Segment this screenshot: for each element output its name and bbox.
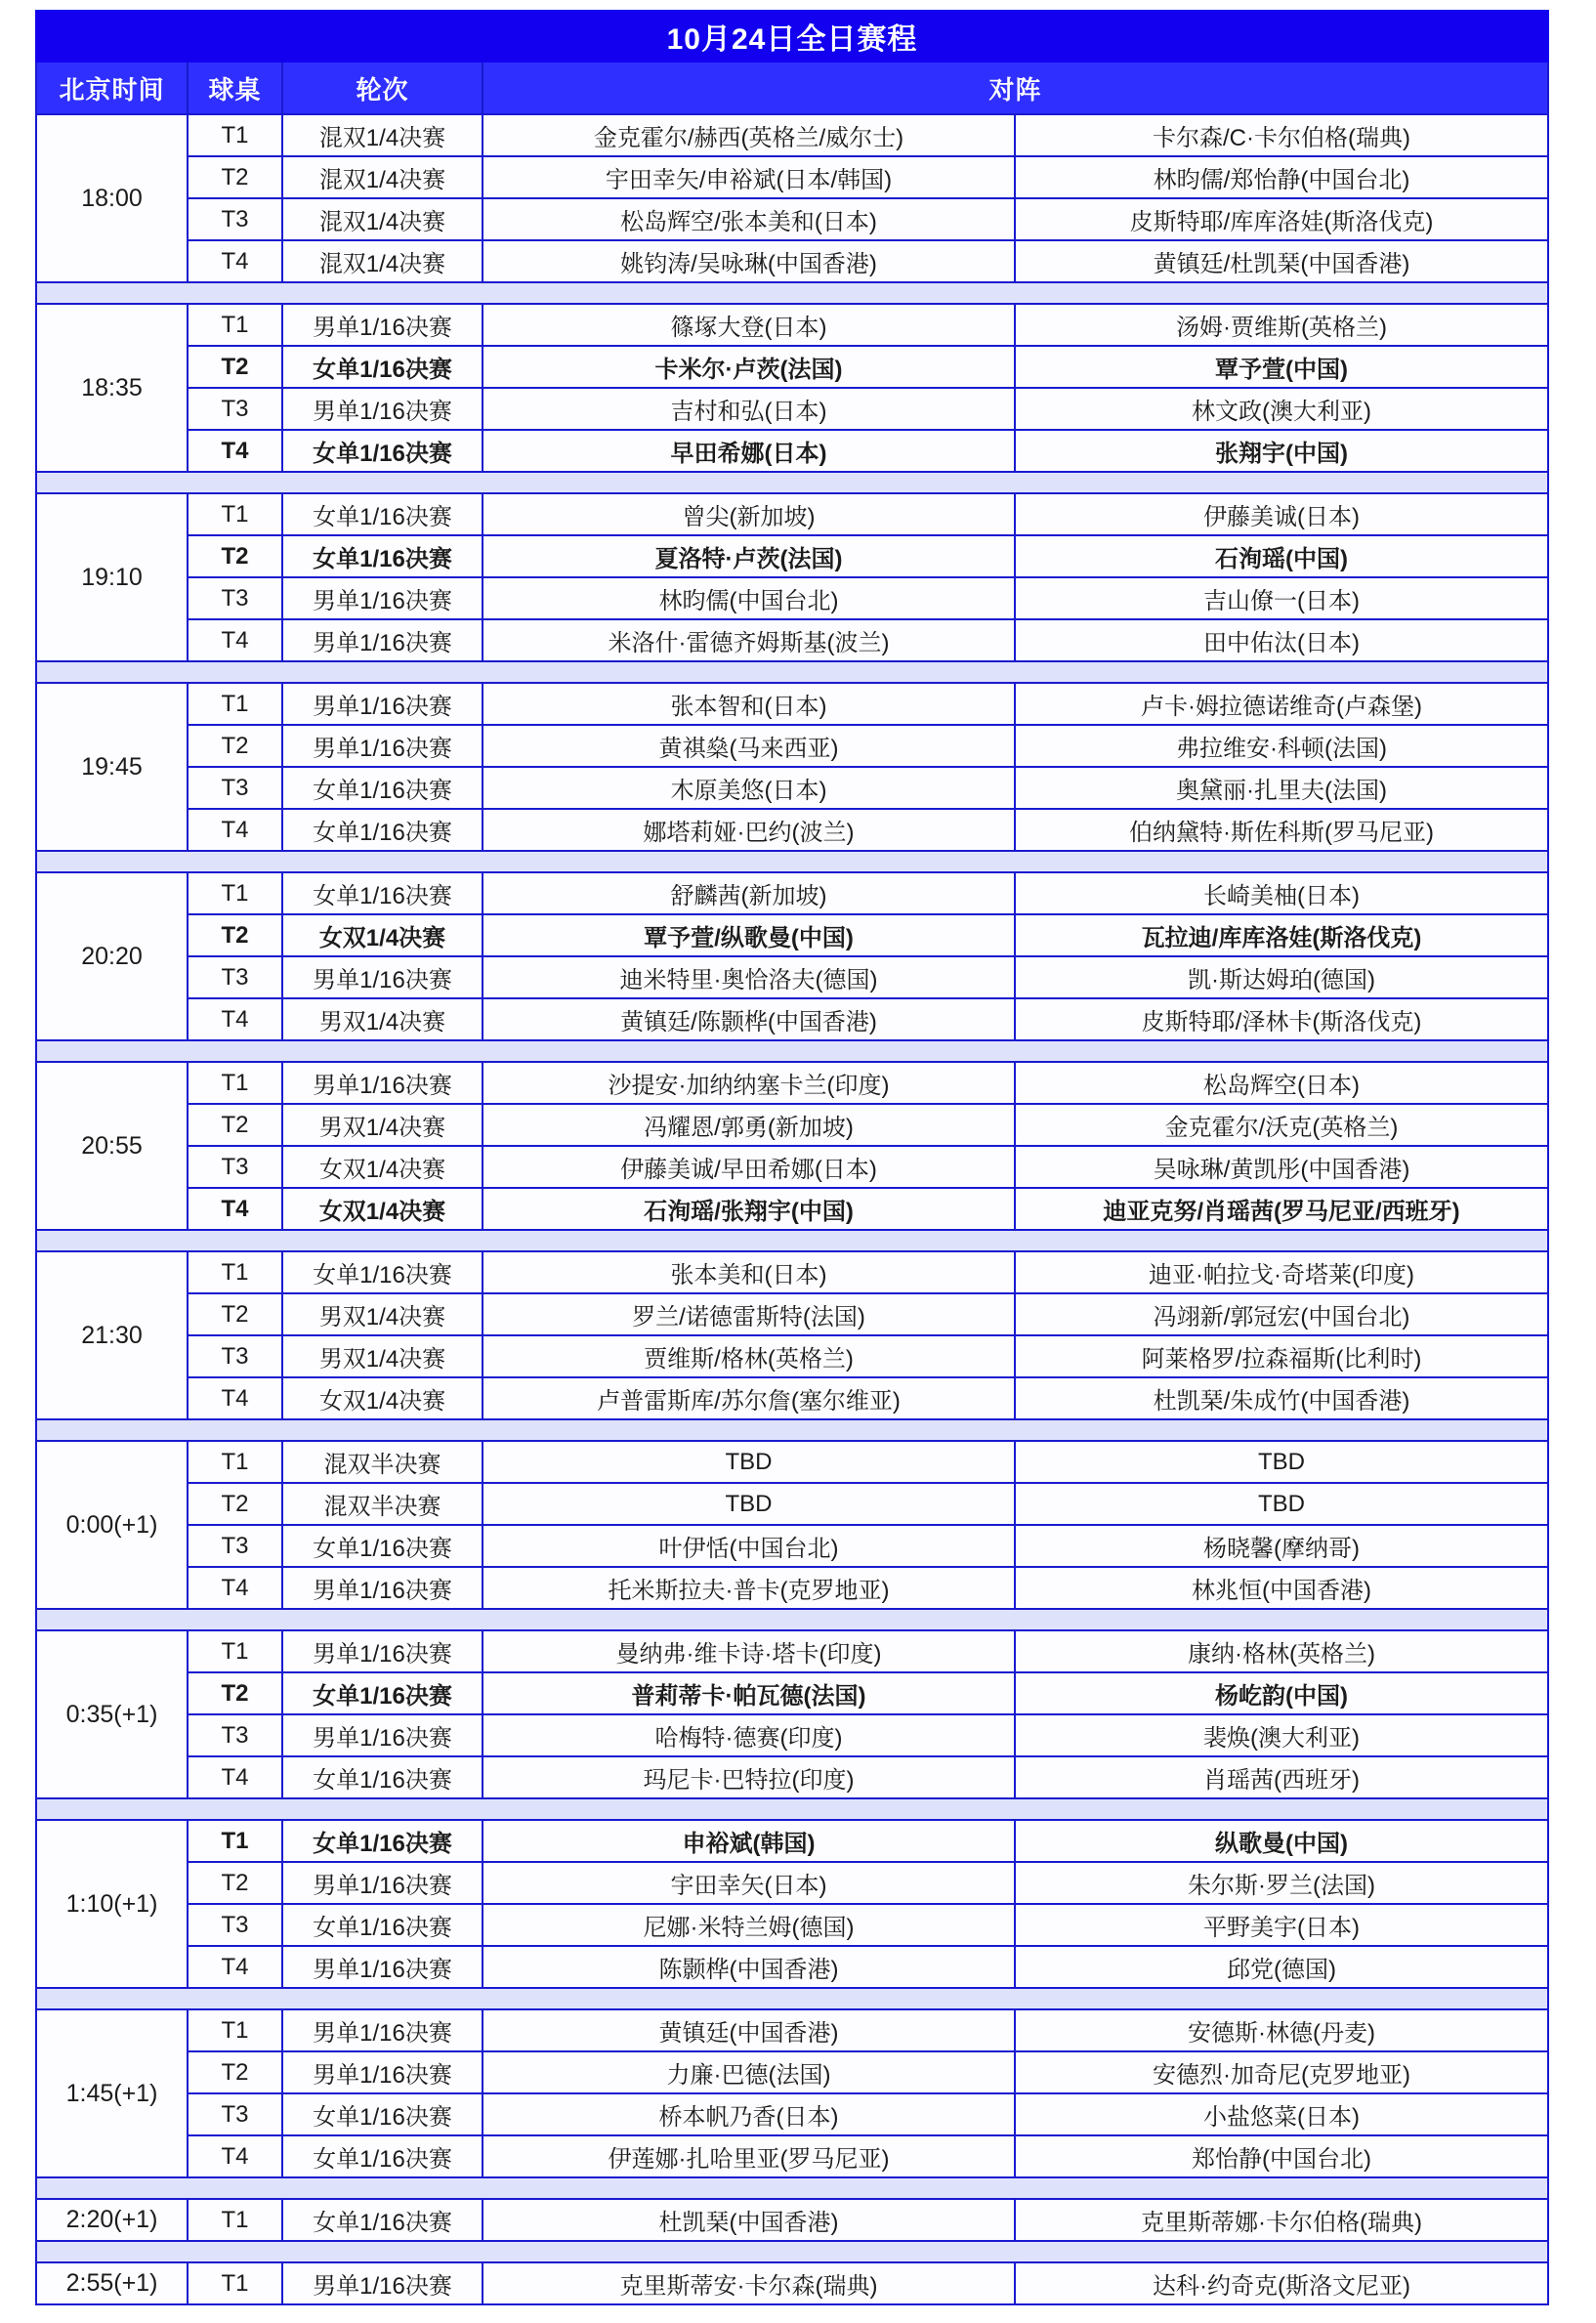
table-number: T2 <box>188 156 282 198</box>
table-row <box>36 535 1548 577</box>
table-number: T2 <box>188 1293 282 1335</box>
round-name: 男单1/16决赛 <box>282 2262 483 2304</box>
table-row <box>36 2262 1548 2304</box>
table-number: T1 <box>188 1251 282 1293</box>
table-number: T2 <box>188 1862 282 1904</box>
round-name: 女单1/16决赛 <box>282 1672 483 1714</box>
player-side-left: 贾维斯/格林(英格兰) <box>483 1335 1015 1377</box>
round-name: 男双1/4决赛 <box>282 998 483 1040</box>
round-name: 男单1/16决赛 <box>282 2051 483 2093</box>
player-side-right: 安德烈·加奇尼(克罗地亚) <box>1015 2051 1548 2093</box>
player-side-left: 哈梅特·德赛(印度) <box>483 1714 1015 1756</box>
block-spacer <box>36 1230 1548 1251</box>
round-name: 男单1/16决赛 <box>282 2009 483 2051</box>
table-number: T4 <box>188 1188 282 1230</box>
player-side-right: 皮斯特耶/库库洛娃(斯洛伐克) <box>1015 198 1548 240</box>
player-side-right: 石洵瑶(中国) <box>1015 535 1548 577</box>
player-side-left: 黄镇廷(中国香港) <box>483 2009 1015 2051</box>
table-number: T2 <box>188 535 282 577</box>
round-name: 男单1/16决赛 <box>282 1630 483 1672</box>
block-spacer <box>36 661 1548 683</box>
round-name: 女单1/16决赛 <box>282 346 483 388</box>
round-name: 男双1/4决赛 <box>282 1335 483 1377</box>
player-side-right: 伯纳黛特·斯佐科斯(罗马尼亚) <box>1015 809 1548 851</box>
round-name: 女单1/16决赛 <box>282 430 483 472</box>
player-side-left: 申裕斌(韩国) <box>483 1820 1015 1862</box>
table-number: T1 <box>188 2009 282 2051</box>
round-name: 女双1/4决赛 <box>282 914 483 956</box>
player-side-right: 黄镇廷/杜凯琹(中国香港) <box>1015 240 1548 282</box>
player-side-left: 早田希娜(日本) <box>483 430 1015 472</box>
table-number: T2 <box>188 1483 282 1525</box>
player-side-right: 松岛辉空(日本) <box>1015 1062 1548 1104</box>
table-row <box>36 1377 1548 1419</box>
round-name: 女单1/16决赛 <box>282 2093 483 2135</box>
table-number: T4 <box>188 2135 282 2177</box>
round-name: 女单1/16决赛 <box>282 1525 483 1567</box>
table-row <box>36 346 1548 388</box>
round-name: 女单1/16决赛 <box>282 1251 483 1293</box>
column-header-row <box>36 62 1548 114</box>
player-side-right: 杨晓馨(摩纳哥) <box>1015 1525 1548 1567</box>
block-spacer <box>36 1988 1548 2009</box>
table-row <box>36 1251 1548 1293</box>
player-side-left: 姚钧涛/吴咏琳(中国香港) <box>483 240 1015 282</box>
round-name: 女单1/16决赛 <box>282 1756 483 1798</box>
column-header-time: 北京时间 <box>36 62 188 114</box>
table-number: T4 <box>188 809 282 851</box>
player-side-left: 覃予萱/纵歌曼(中国) <box>483 914 1015 956</box>
round-name: 女双1/4决赛 <box>282 1146 483 1188</box>
table-row <box>36 914 1548 956</box>
player-side-left: 托米斯拉夫·普卡(克罗地亚) <box>483 1567 1015 1609</box>
player-side-right: 康纳·格林(英格兰) <box>1015 1630 1548 1672</box>
round-name: 男单1/16决赛 <box>282 1946 483 1988</box>
player-side-right: 迪亚克努/肖瑶茜(罗马尼亚/西班牙) <box>1015 1188 1548 1230</box>
player-side-left: 克里斯蒂安·卡尔森(瑞典) <box>483 2262 1015 2304</box>
table-number: T2 <box>188 2051 282 2093</box>
table-number: T2 <box>188 725 282 767</box>
table-row <box>36 1820 1548 1862</box>
table-number: T1 <box>188 304 282 346</box>
table-row <box>36 998 1548 1040</box>
block-spacer <box>36 1040 1548 1062</box>
player-side-left: 曾尖(新加坡) <box>483 493 1015 535</box>
player-side-left: 张本美和(日本) <box>483 1251 1015 1293</box>
table-number: T3 <box>188 198 282 240</box>
table-row <box>36 156 1548 198</box>
player-side-left: 沙提安·加纳纳塞卡兰(印度) <box>483 1062 1015 1104</box>
table-row <box>36 1104 1548 1146</box>
block-spacer <box>36 2177 1548 2199</box>
player-side-right: 吴咏琳/黄凯彤(中国香港) <box>1015 1146 1548 1188</box>
match-time: 20:55 <box>36 1062 188 1230</box>
table-number: T2 <box>188 914 282 956</box>
column-header-table: 球桌 <box>188 62 282 114</box>
player-side-right: 长崎美柚(日本) <box>1015 872 1548 914</box>
round-name: 混双1/4决赛 <box>282 240 483 282</box>
match-time: 21:30 <box>36 1251 188 1419</box>
player-side-right: 邱党(德国) <box>1015 1946 1548 1988</box>
round-name: 女单1/16决赛 <box>282 535 483 577</box>
player-side-left: 伊莲娜·扎哈里亚(罗马尼亚) <box>483 2135 1015 2177</box>
block-spacer <box>36 2241 1548 2262</box>
player-side-right: 纵歌曼(中国) <box>1015 1820 1548 1862</box>
table-number: T3 <box>188 2093 282 2135</box>
player-side-left: 桥本帆乃香(日本) <box>483 2093 1015 2135</box>
table-number: T1 <box>188 114 282 156</box>
round-name: 男单1/16决赛 <box>282 725 483 767</box>
player-side-left: 冯耀恩/郭勇(新加坡) <box>483 1104 1015 1146</box>
table-row <box>36 493 1548 535</box>
player-side-left: 木原美悠(日本) <box>483 767 1015 809</box>
player-side-right: 汤姆·贾维斯(英格兰) <box>1015 304 1548 346</box>
player-side-right: 杨屹韵(中国) <box>1015 1672 1548 1714</box>
player-side-left: 伊藤美诚/早田希娜(日本) <box>483 1146 1015 1188</box>
table-row <box>36 1756 1548 1798</box>
table-row <box>36 577 1548 619</box>
player-side-left: 米洛什·雷德齐姆斯基(波兰) <box>483 619 1015 661</box>
round-name: 女单1/16决赛 <box>282 1904 483 1946</box>
round-name: 男单1/16决赛 <box>282 1714 483 1756</box>
player-side-left: 夏洛特·卢茨(法国) <box>483 535 1015 577</box>
player-side-left: 曼纳弗·维卡诗·塔卡(印度) <box>483 1630 1015 1672</box>
match-time: 18:35 <box>36 304 188 472</box>
table-row <box>36 1904 1548 1946</box>
player-side-left: 力廉·巴德(法国) <box>483 2051 1015 2093</box>
table-row <box>36 619 1548 661</box>
player-side-right: 林文政(澳大利亚) <box>1015 388 1548 430</box>
table-row <box>36 1293 1548 1335</box>
block-spacer-cell <box>36 1419 1548 1441</box>
player-side-left: 黄镇廷/陈颢桦(中国香港) <box>483 998 1015 1040</box>
player-side-right: 吉山僚一(日本) <box>1015 577 1548 619</box>
player-side-right: 安德斯·林德(丹麦) <box>1015 2009 1548 2051</box>
match-time: 19:10 <box>36 493 188 661</box>
round-name: 女单1/16决赛 <box>282 809 483 851</box>
round-name: 男双1/4决赛 <box>282 1104 483 1146</box>
player-side-left: 卢普雷斯库/苏尔詹(塞尔维亚) <box>483 1377 1015 1419</box>
player-side-left: 金克霍尔/赫西(英格兰/威尔士) <box>483 114 1015 156</box>
table-row <box>36 872 1548 914</box>
player-side-left: 陈颢桦(中国香港) <box>483 1946 1015 1988</box>
match-time: 0:00(+1) <box>36 1441 188 1609</box>
table-row <box>36 1630 1548 1672</box>
player-side-right: 小盐悠菜(日本) <box>1015 2093 1548 2135</box>
block-spacer-cell <box>36 1798 1548 1820</box>
match-time: 2:20(+1) <box>36 2199 188 2241</box>
player-side-right: 克里斯蒂娜·卡尔伯格(瑞典) <box>1015 2199 1548 2241</box>
player-side-left: 卡米尔·卢茨(法国) <box>483 346 1015 388</box>
block-spacer-cell <box>36 1040 1548 1062</box>
player-side-right: 张翔宇(中国) <box>1015 430 1548 472</box>
player-side-right: 田中佑汰(日本) <box>1015 619 1548 661</box>
player-side-right: 金克霍尔/沃克(英格兰) <box>1015 1104 1548 1146</box>
round-name: 男单1/16决赛 <box>282 1567 483 1609</box>
block-spacer-cell <box>36 472 1548 493</box>
table-number: T3 <box>188 1904 282 1946</box>
block-spacer-cell <box>36 1230 1548 1251</box>
table-row <box>36 2051 1548 2093</box>
table-number: T3 <box>188 1335 282 1377</box>
round-name: 混双半决赛 <box>282 1483 483 1525</box>
player-side-left: 林昀儒(中国台北) <box>483 577 1015 619</box>
table-number: T3 <box>188 1525 282 1567</box>
round-name: 混双1/4决赛 <box>282 114 483 156</box>
block-spacer-cell <box>36 851 1548 872</box>
table-number: T3 <box>188 1146 282 1188</box>
round-name: 男单1/16决赛 <box>282 304 483 346</box>
table-number: T4 <box>188 1567 282 1609</box>
player-side-left: 普莉蒂卡·帕瓦德(法国) <box>483 1672 1015 1714</box>
player-side-right: 卡尔森/C·卡尔伯格(瑞典) <box>1015 114 1548 156</box>
round-name: 女单1/16决赛 <box>282 872 483 914</box>
player-side-left: 娜塔莉娅·巴约(波兰) <box>483 809 1015 851</box>
round-name: 女单1/16决赛 <box>282 767 483 809</box>
table-row <box>36 1946 1548 1988</box>
table-row <box>36 1525 1548 1567</box>
table-number: T1 <box>188 872 282 914</box>
table-row <box>36 1862 1548 1904</box>
block-spacer <box>36 1798 1548 1820</box>
player-side-right: TBD <box>1015 1483 1548 1525</box>
player-side-left: 叶伊恬(中国台北) <box>483 1525 1015 1567</box>
table-row <box>36 1567 1548 1609</box>
player-side-right: 覃予萱(中国) <box>1015 346 1548 388</box>
table-number: T2 <box>188 1104 282 1146</box>
match-time: 18:00 <box>36 114 188 282</box>
round-name: 男单1/16决赛 <box>282 1062 483 1104</box>
table-number: T4 <box>188 1377 282 1419</box>
player-side-right: 平野美宇(日本) <box>1015 1904 1548 1946</box>
table-row <box>36 388 1548 430</box>
page-title: 10月24日全日赛程 <box>36 11 1548 62</box>
title-row <box>36 11 1548 62</box>
player-side-right: 林昀儒/郑怡静(中国台北) <box>1015 156 1548 198</box>
block-spacer-cell <box>36 1609 1548 1630</box>
round-name: 女单1/16决赛 <box>282 1820 483 1862</box>
table-number: T2 <box>188 1672 282 1714</box>
player-side-right: 林兆恒(中国香港) <box>1015 1567 1548 1609</box>
match-time: 1:10(+1) <box>36 1820 188 1988</box>
round-name: 女单1/16决赛 <box>282 2135 483 2177</box>
player-side-right: 朱尔斯·罗兰(法国) <box>1015 1862 1548 1904</box>
table-number: T3 <box>188 956 282 998</box>
player-side-left: 宇田幸矢(日本) <box>483 1862 1015 1904</box>
player-side-right: 达科·约奇克(斯洛文尼亚) <box>1015 2262 1548 2304</box>
player-side-right: 冯翊新/郭冠宏(中国台北) <box>1015 1293 1548 1335</box>
table-row <box>36 725 1548 767</box>
table-row <box>36 2093 1548 2135</box>
block-spacer-cell <box>36 282 1548 304</box>
player-side-left: TBD <box>483 1441 1015 1483</box>
player-side-right: 裴焕(澳大利亚) <box>1015 1714 1548 1756</box>
table-number: T1 <box>188 2262 282 2304</box>
table-number: T1 <box>188 683 282 725</box>
round-name: 女双1/4决赛 <box>282 1377 483 1419</box>
table-number: T3 <box>188 388 282 430</box>
block-spacer-cell <box>36 661 1548 683</box>
match-time: 19:45 <box>36 683 188 851</box>
block-spacer <box>36 851 1548 872</box>
match-time: 1:45(+1) <box>36 2009 188 2177</box>
round-name: 混双1/4决赛 <box>282 198 483 240</box>
player-side-right: 瓦拉迪/库库洛娃(斯洛伐克) <box>1015 914 1548 956</box>
round-name: 男单1/16决赛 <box>282 956 483 998</box>
player-side-left: 玛尼卡·巴特拉(印度) <box>483 1756 1015 1798</box>
table-row <box>36 1062 1548 1104</box>
block-spacer <box>36 282 1548 304</box>
table-row <box>36 1483 1548 1525</box>
player-side-right: 伊藤美诚(日本) <box>1015 493 1548 535</box>
player-side-right: 肖瑶茜(西班牙) <box>1015 1756 1548 1798</box>
table-number: T4 <box>188 430 282 472</box>
round-name: 男单1/16决赛 <box>282 577 483 619</box>
table-number: T1 <box>188 1062 282 1104</box>
player-side-right: 奥黛丽·扎里夫(法国) <box>1015 767 1548 809</box>
match-time: 2:55(+1) <box>36 2262 188 2304</box>
round-name: 男单1/16决赛 <box>282 683 483 725</box>
player-side-left: 罗兰/诺德雷斯特(法国) <box>483 1293 1015 1335</box>
table-row <box>36 1441 1548 1483</box>
column-header-round: 轮次 <box>282 62 483 114</box>
table-row <box>36 304 1548 346</box>
table-row <box>36 956 1548 998</box>
player-side-left: 宇田幸矢/申裕斌(日本/韩国) <box>483 156 1015 198</box>
player-side-left: 舒麟茜(新加坡) <box>483 872 1015 914</box>
table-row <box>36 2009 1548 2051</box>
player-side-right: 郑怡静(中国台北) <box>1015 2135 1548 2177</box>
block-spacer-cell <box>36 2177 1548 2199</box>
table-row <box>36 2135 1548 2177</box>
round-name: 男双1/4决赛 <box>282 1293 483 1335</box>
table-number: T2 <box>188 346 282 388</box>
block-spacer-cell <box>36 1988 1548 2009</box>
player-side-right: TBD <box>1015 1441 1548 1483</box>
player-side-left: TBD <box>483 1483 1015 1525</box>
player-side-left: 张本智和(日本) <box>483 683 1015 725</box>
player-side-left: 黄祺燊(马来西亚) <box>483 725 1015 767</box>
table-row <box>36 240 1548 282</box>
table-number: T1 <box>188 2199 282 2241</box>
table-row <box>36 114 1548 156</box>
table-row <box>36 1714 1548 1756</box>
table-row <box>36 809 1548 851</box>
table-number: T1 <box>188 1630 282 1672</box>
table-row <box>36 2199 1548 2241</box>
player-side-right: 弗拉维安·科顿(法国) <box>1015 725 1548 767</box>
match-time: 20:20 <box>36 872 188 1040</box>
block-spacer <box>36 1609 1548 1630</box>
player-side-left: 迪米特里·奥恰洛夫(德国) <box>483 956 1015 998</box>
round-name: 女双1/4决赛 <box>282 1188 483 1230</box>
block-spacer <box>36 472 1548 493</box>
player-side-right: 阿莱格罗/拉森福斯(比利时) <box>1015 1335 1548 1377</box>
player-side-right: 杜凯琹/朱成竹(中国香港) <box>1015 1377 1548 1419</box>
table-number: T3 <box>188 1714 282 1756</box>
table-row <box>36 1335 1548 1377</box>
table-row <box>36 1672 1548 1714</box>
table-row <box>36 683 1548 725</box>
table-number: T4 <box>188 998 282 1040</box>
player-side-right: 凯·斯达姆珀(德国) <box>1015 956 1548 998</box>
schedule-table <box>35 10 1549 2305</box>
table-row <box>36 430 1548 472</box>
player-side-left: 杜凯琹(中国香港) <box>483 2199 1015 2241</box>
player-side-right: 皮斯特耶/泽林卡(斯洛伐克) <box>1015 998 1548 1040</box>
player-side-left: 吉村和弘(日本) <box>483 388 1015 430</box>
round-name: 男单1/16决赛 <box>282 388 483 430</box>
table-number: T3 <box>188 767 282 809</box>
table-number: T4 <box>188 619 282 661</box>
round-name: 男单1/16决赛 <box>282 619 483 661</box>
block-spacer <box>36 1419 1548 1441</box>
table-number: T3 <box>188 577 282 619</box>
round-name: 男单1/16决赛 <box>282 1862 483 1904</box>
table-number: T4 <box>188 240 282 282</box>
block-spacer-cell <box>36 2241 1548 2262</box>
table-row <box>36 1146 1548 1188</box>
round-name: 混双1/4决赛 <box>282 156 483 198</box>
player-side-left: 松岛辉空/张本美和(日本) <box>483 198 1015 240</box>
table-row <box>36 198 1548 240</box>
player-side-right: 迪亚·帕拉戈·奇塔莱(印度) <box>1015 1251 1548 1293</box>
round-name: 女单1/16决赛 <box>282 2199 483 2241</box>
table-row <box>36 1188 1548 1230</box>
player-side-right: 卢卡·姆拉德诺维奇(卢森堡) <box>1015 683 1548 725</box>
round-name: 女单1/16决赛 <box>282 493 483 535</box>
player-side-left: 篠塚大登(日本) <box>483 304 1015 346</box>
table-number: T1 <box>188 1441 282 1483</box>
match-time: 0:35(+1) <box>36 1630 188 1798</box>
column-header-match: 对阵 <box>483 62 1548 114</box>
table-number: T1 <box>188 1820 282 1862</box>
table-number: T1 <box>188 493 282 535</box>
player-side-left: 尼娜·米特兰姆(德国) <box>483 1904 1015 1946</box>
table-number: T4 <box>188 1756 282 1798</box>
player-side-left: 石洵瑶/张翔宇(中国) <box>483 1188 1015 1230</box>
table-row <box>36 767 1548 809</box>
round-name: 混双半决赛 <box>282 1441 483 1483</box>
table-number: T4 <box>188 1946 282 1988</box>
